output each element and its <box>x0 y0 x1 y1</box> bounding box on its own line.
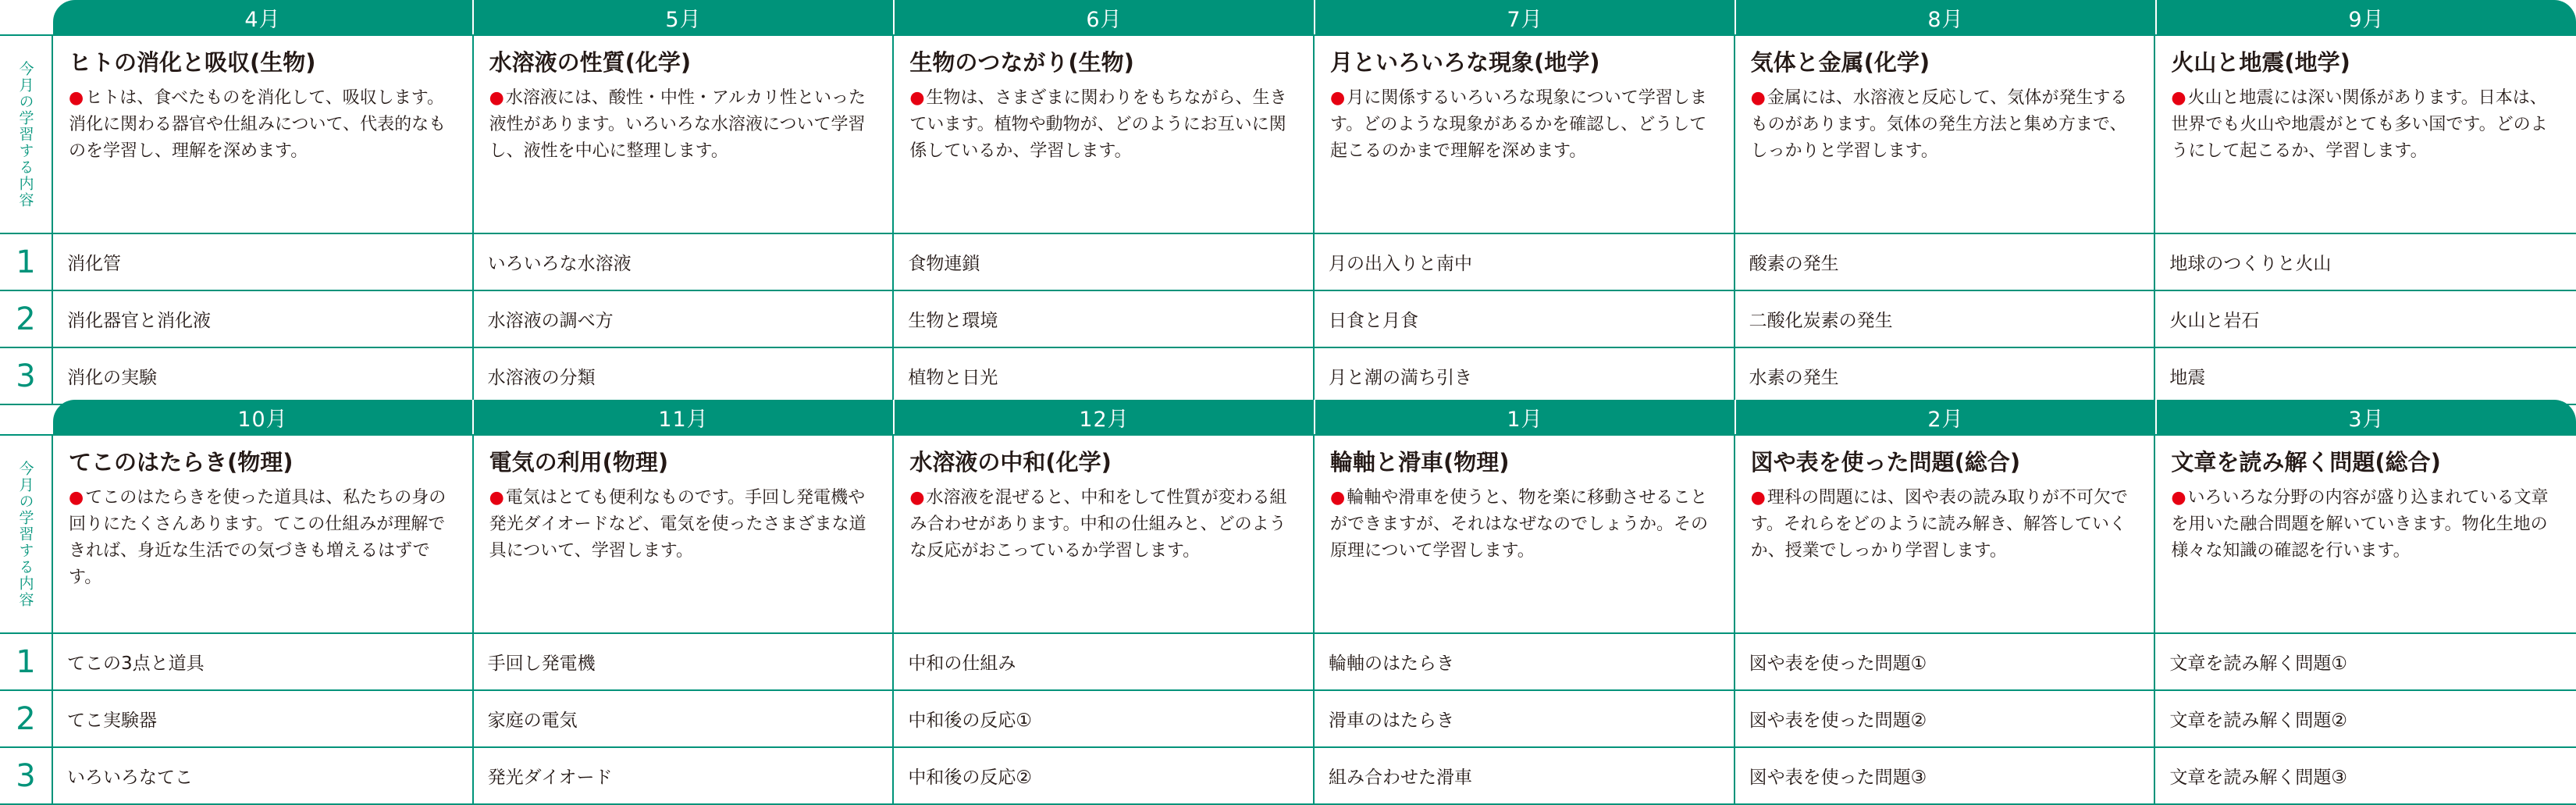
lesson-item: 二酸化炭素の発生 <box>1735 291 2156 348</box>
lesson-item: 文章を読み解く問題③ <box>2155 748 2576 805</box>
lesson-item: 図や表を使った問題① <box>1735 634 2156 691</box>
bullet-icon: ● <box>69 488 84 508</box>
content-cell <box>1315 36 1735 234</box>
lesson-item: いろいろなてこ <box>53 748 474 805</box>
bullet-icon: ● <box>2171 88 2186 108</box>
lesson-item: 月の出入りと南中 <box>1315 234 1735 291</box>
lesson-item: 中和後の反応② <box>894 748 1315 805</box>
row-number: 1 <box>0 634 53 691</box>
lesson-item: 水溶液の調べ方 <box>474 291 895 348</box>
lesson-item: 植物と日光 <box>894 348 1315 405</box>
lesson-item: 組み合わせた滑車 <box>1315 748 1735 805</box>
bullet-icon: ● <box>1750 88 1766 108</box>
unit-title: ヒトの消化と吸収(生物) <box>69 49 316 76</box>
month-header: 11月 <box>472 400 893 434</box>
lesson-item: 日食と月食 <box>1315 291 1735 348</box>
unit-title: 水溶液の中和(化学) <box>909 449 1112 476</box>
lesson-item: 消化の実験 <box>53 348 474 405</box>
unit-description: 水溶液を混ぜると、中和をして性質が変わる組み合わせがあります。中和の仕組みと、どのような反応がおこっているか学習します。 <box>909 488 1287 561</box>
unit-description: 金属には、水溶液と反応して、気体が発生するものがあります。気体の発生方法と集め方まで、しっかりと学習します。 <box>1750 88 2128 161</box>
unit-title: 生物のつながり(生物) <box>909 49 1134 76</box>
content-cell <box>894 36 1315 234</box>
month-header: 7月 <box>1314 0 1735 34</box>
unit-description: 電気はとても便利なものです。手回し発電機や発光ダイオードなど、電気を使ったさまざまな道具について、学習します。 <box>489 488 866 561</box>
content-cell <box>474 436 895 634</box>
content-cell <box>2155 36 2576 234</box>
month-header: 4月 <box>244 7 281 32</box>
bullet-icon: ● <box>1330 88 1346 108</box>
unit-title: 電気の利用(物理) <box>489 449 669 476</box>
unit-description: 火山と地震には深い関係があります。日本は、世界でも火山や地震がとても多い国です。どのようにして起こるか、学習します。 <box>2171 88 2548 161</box>
bullet-icon: ● <box>909 488 925 508</box>
lesson-item: てこ実験器 <box>53 691 474 748</box>
unit-title: 図や表を使った問題(総合) <box>1750 449 2021 476</box>
unit-description: 輪軸や滑車を使うと、物を楽に移動させることができますが、それはなぜなのでしょうか。その原理について学習します。 <box>1330 488 1709 561</box>
month-header: 2月 <box>1735 400 2155 434</box>
lesson-item: てこの3点と道具 <box>53 634 474 691</box>
bullet-icon: ● <box>1330 488 1346 508</box>
unit-title: 気体と金属(化学) <box>1750 49 1930 76</box>
lesson-item: 手回し発電機 <box>474 634 895 691</box>
lesson-item: 中和後の反応① <box>894 691 1315 748</box>
bullet-icon: ● <box>489 88 504 108</box>
content-cell <box>1735 36 2156 234</box>
month-header: 1月 <box>1314 400 1735 434</box>
content-cell <box>53 36 474 234</box>
unit-description: ヒトは、食べたものを消化して、吸収します。消化に関わる器官や仕組みについて、代表的なものを学習し、理解を深めます。 <box>69 88 447 161</box>
lesson-item: 生物と環境 <box>894 291 1315 348</box>
side-label: 今月の学習する内容 <box>16 460 34 608</box>
month-header: 12月 <box>893 400 1314 434</box>
unit-description: てこのはたらきを使った道具は、私たちの身の回りにたくさんあります。てこの仕組みが理解できれば、身近な生活での気づきも増えるはずです。 <box>69 488 447 587</box>
month-header: 3月 <box>2155 400 2576 434</box>
unit-description: 生物は、さまざまに関わりをもちながら、生きています。植物や動物が、どのようにお互いに関係しているか、学習します。 <box>909 88 1287 161</box>
row-number: 1 <box>0 234 53 291</box>
row-number: 2 <box>0 291 53 348</box>
content-cell <box>474 36 895 234</box>
month-header-row <box>53 400 2576 434</box>
unit-description: 水溶液には、酸性・中性・アルカリ性といった液性があります。いろいろな水溶液について学習し、液性を中心に整理します。 <box>489 88 866 161</box>
lesson-item: 酸素の発生 <box>1735 234 2156 291</box>
side-label-cell <box>0 36 53 234</box>
bullet-icon: ● <box>489 488 504 508</box>
lesson-item: 月と潮の満ち引き <box>1315 348 1735 405</box>
lesson-item: 輪軸のはたらき <box>1315 634 1735 691</box>
lesson-item: 文章を読み解く問題① <box>2155 634 2576 691</box>
bullet-icon: ● <box>69 88 84 108</box>
side-label-cell <box>0 436 53 634</box>
lesson-item: 地震 <box>2155 348 2576 405</box>
month-header: 5月 <box>472 0 893 34</box>
month-header-row <box>53 0 2576 34</box>
row-number: 3 <box>0 348 53 405</box>
unit-description: いろいろな分野の内容が盛り込まれている文章を用いた融合問題を解いていきます。物化生地の様々な知識の確認を行います。 <box>2171 488 2549 561</box>
lesson-item: 水素の発生 <box>1735 348 2156 405</box>
lesson-item: いろいろな水溶液 <box>474 234 895 291</box>
side-label: 今月の学習する内容 <box>16 60 34 208</box>
unit-description: 理科の問題には、図や表の読み取りが不可欠です。それらをどのように読み解き、解答していくか、授業でしっかり学習します。 <box>1750 488 2128 561</box>
content-cell <box>53 436 474 634</box>
month-header: 6月 <box>893 0 1314 34</box>
bullet-icon: ● <box>1750 488 1766 508</box>
lesson-item: 図や表を使った問題③ <box>1735 748 2156 805</box>
lesson-item: 文章を読み解く問題② <box>2155 691 2576 748</box>
lesson-item: 図や表を使った問題② <box>1735 691 2156 748</box>
content-cell <box>2155 436 2576 634</box>
month-header: 9月 <box>2155 0 2576 34</box>
bullet-icon: ● <box>909 88 925 108</box>
lesson-item: 中和の仕組み <box>894 634 1315 691</box>
lesson-item: 火山と岩石 <box>2155 291 2576 348</box>
lesson-item: 発光ダイオード <box>474 748 895 805</box>
unit-title: てこのはたらき(物理) <box>69 449 294 476</box>
unit-title: 月といろいろな現象(地学) <box>1330 49 1600 76</box>
lesson-item: 水溶液の分類 <box>474 348 895 405</box>
unit-title: 文章を読み解く問題(総合) <box>2171 449 2441 476</box>
row-number: 3 <box>0 748 53 805</box>
lesson-item: 地球のつくりと火山 <box>2155 234 2576 291</box>
unit-title: 火山と地震(地学) <box>2171 49 2350 76</box>
schedule-grid <box>0 34 2576 405</box>
unit-title: 水溶液の性質(化学) <box>489 49 692 76</box>
content-cell <box>1315 436 1735 634</box>
month-header: 8月 <box>1735 0 2155 34</box>
content-cell <box>894 436 1315 634</box>
lesson-item: 滑車のはたらき <box>1315 691 1735 748</box>
lesson-item: 家庭の電気 <box>474 691 895 748</box>
month-header: 10月 <box>237 407 288 432</box>
row-number: 2 <box>0 691 53 748</box>
lesson-item: 食物連鎖 <box>894 234 1315 291</box>
lesson-item: 消化器官と消化液 <box>53 291 474 348</box>
schedule-grid <box>0 434 2576 805</box>
unit-title: 輪軸と滑車(物理) <box>1330 449 1510 476</box>
unit-description: 月に関係するいろいろな現象について学習します。どのような現象があるかを確認し、どうして起こるのかまで理解を深めます。 <box>1330 88 1707 161</box>
bullet-icon: ● <box>2171 488 2186 508</box>
lesson-item: 消化管 <box>53 234 474 291</box>
content-cell <box>1735 436 2156 634</box>
